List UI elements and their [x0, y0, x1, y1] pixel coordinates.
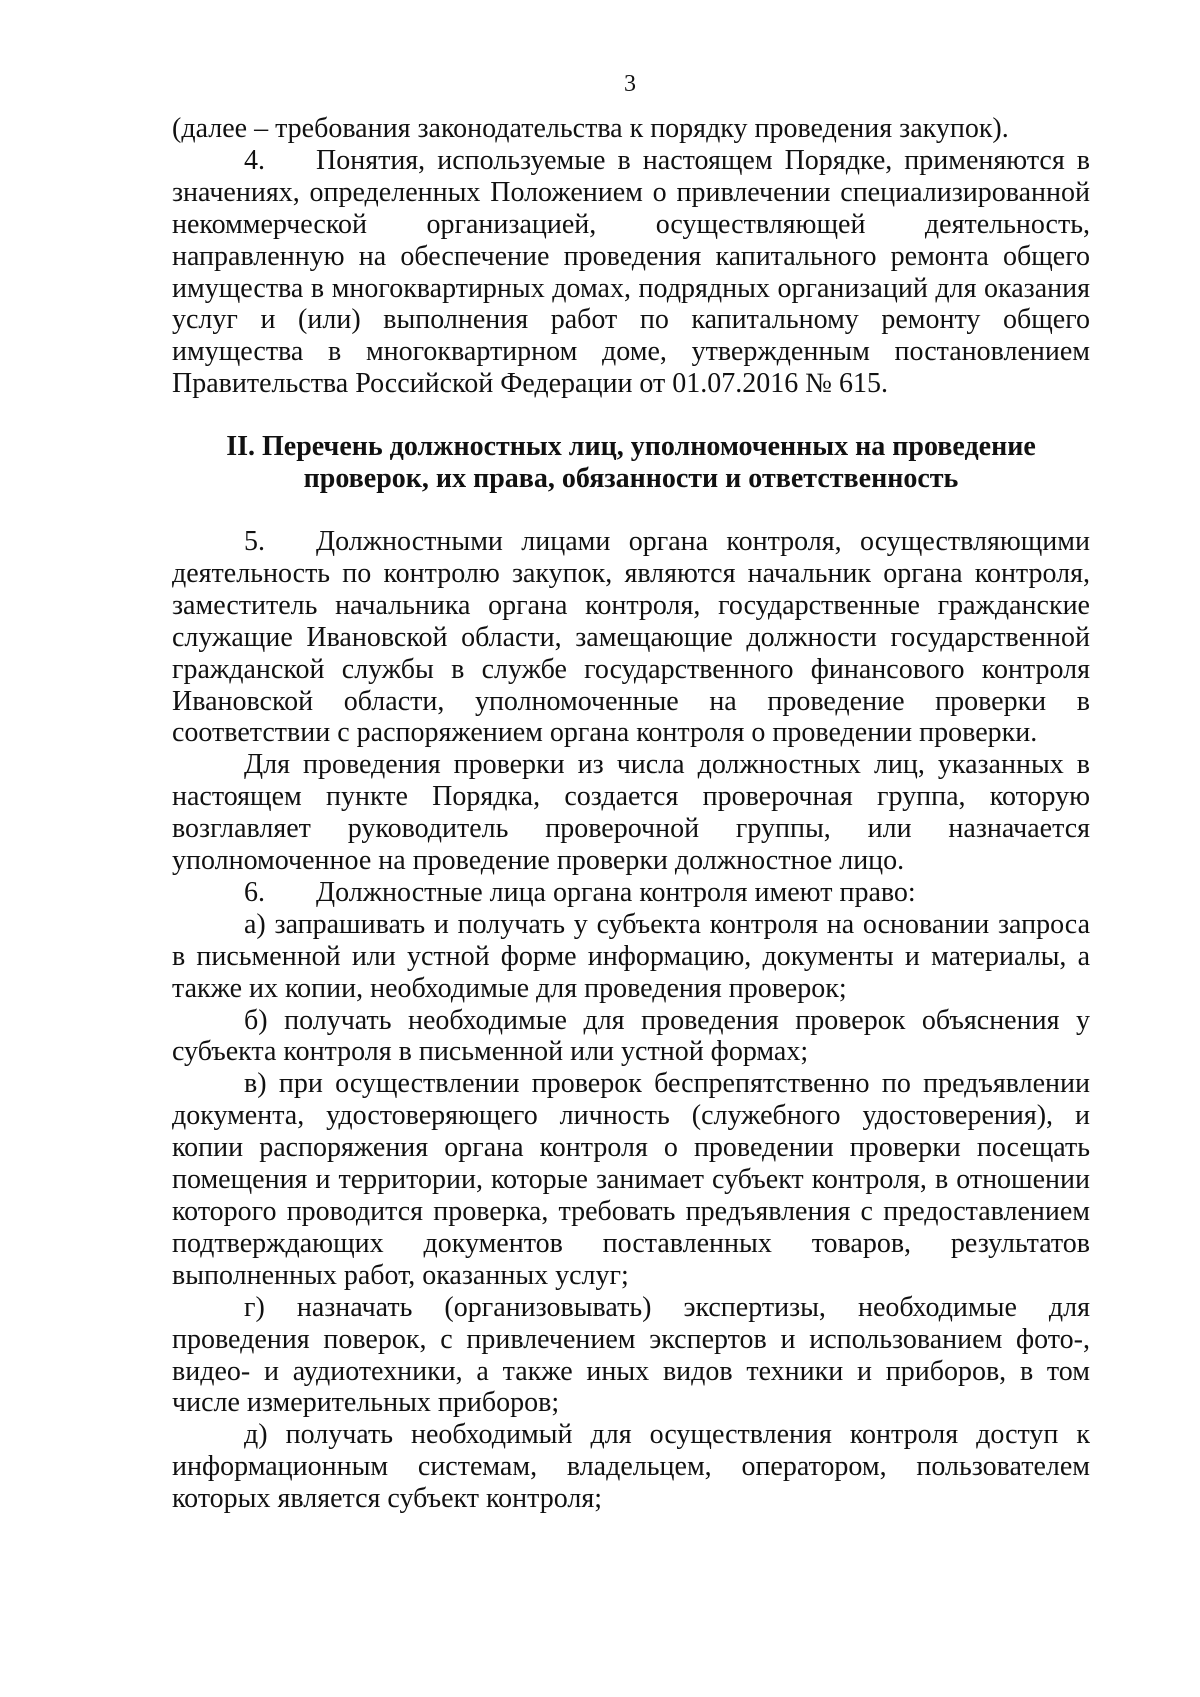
section-heading	[172, 431, 1090, 495]
page-number: 3	[624, 71, 636, 97]
paragraph-text: а) запрашивать и получать у субъекта контроля на основании запроса в письменной или устной форме информацию, документы и материалы, а также их копии, необходимые для проведения проверок;	[172, 908, 1090, 1004]
subitem-g	[172, 1292, 1090, 1420]
paragraph-text: Должностными лицами органа контроля, осуществляющими деятельность по контролю закупок, являются начальник органа контроля, заместитель начальника органа контроля, государственные гражданские служащие Ивановской области, замещающие должности государственной гражданской службы в службе государственного финансового контроля Ивановской области, уполномоченные на проведение проверки в соответствии с распоряжением органа контроля о проведении проверки.	[172, 525, 1090, 749]
paragraph-text: (далее – требования законодательства к порядку проведения закупок).	[172, 113, 1009, 144]
paragraph-text: Должностные лица органа контроля имеют право:	[316, 876, 916, 908]
paragraph-inspection-group	[172, 749, 1090, 877]
paragraph-text: д) получать необходимый для осуществления контроля доступ к информационным системам, владельцем, оператором, пользователем которых является субъект контроля;	[172, 1419, 1090, 1515]
paragraph-continuation	[172, 113, 1090, 145]
paragraph-number: 5.	[244, 525, 265, 557]
subitem-d	[172, 1419, 1090, 1515]
subitem-a	[172, 909, 1090, 1005]
paragraph-text: б) получать необходимые для проведения проверок объяснения у субъекта контроля в письменной или устной формах;	[172, 1004, 1090, 1068]
paragraph-number: 6.	[244, 876, 265, 908]
document-body	[172, 113, 1090, 1515]
paragraph-item-5	[172, 526, 1090, 749]
subitem-b	[172, 1005, 1090, 1069]
paragraph-text: г) назначать (организовывать) экспертизы, необходимые для проведения поверок, с привлечением экспертов и использованием фото-, видео- и аудиотехники, а также иных видов техники и приборов, в том числе измерительных приборов;	[172, 1291, 1090, 1419]
paragraph-text: в) при осуществлении проверок беспрепятственно по предъявлении документа, удостоверяющего личность (служебного удостоверения), и копии распоряжения органа контроля о проведении проверки посещать помещения и территории, которые занимает субъект контроля, в отношении которого проводится проверка, требовать предъявления с предоставлением подтверждающих документов поставленных товаров, результатов выполненных работ, оказанных услуг;	[172, 1068, 1090, 1291]
paragraph-number: 4.	[244, 144, 265, 176]
paragraph-item-4	[172, 145, 1090, 400]
section-heading-line-1: II. Перечень должностных лиц, уполномоченных на проведение	[226, 431, 1036, 463]
section-heading-line-2: проверок, их права, обязанности и ответственность	[303, 463, 959, 495]
paragraph-item-6	[172, 877, 1090, 909]
paragraph-text: Для проведения проверки из числа должностных лиц, указанных в настоящем пункте Порядка, создается проверочная группа, которую возглавляет руководитель проверочной группы, или назначается уполномоченное на проведение проверки должностное лицо.	[172, 749, 1090, 877]
subitem-v	[172, 1068, 1090, 1291]
paragraph-text: Понятия, используемые в настоящем Порядке, применяются в значениях, определенных Положением о привлечении специализированной некоммерческой организацией, осуществляющей деятельность, направленную на обеспечение проведения капитального ремонта общего имущества в многоквартирных домах, подрядных организаций для оказания услуг и (или) выполнения работ по капитальному ремонту общего имущества в многоквартирном доме, утвержденным постановлением Правительства Российской Федерации от 01.07.2016 № 615.	[172, 144, 1090, 400]
